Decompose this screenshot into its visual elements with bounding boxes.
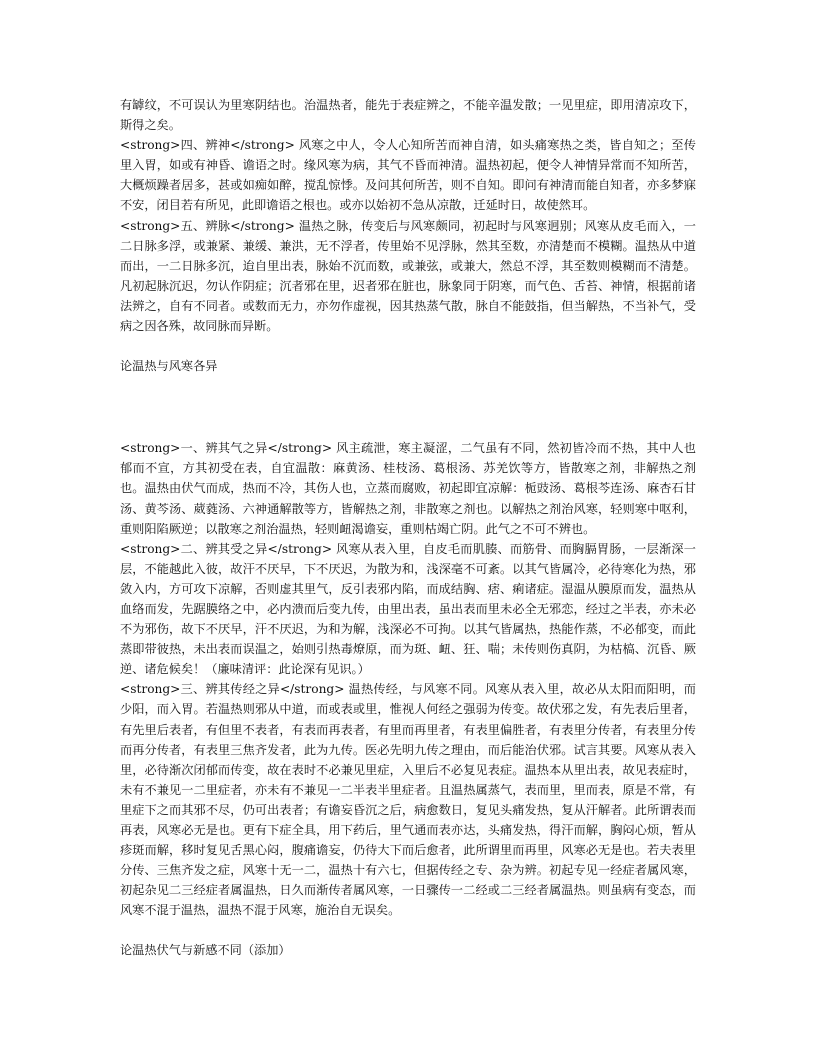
paragraph-distinguish-meridian-transmission: <strong>三、辨其传经之异</strong> 温热传经，与风寒不同。风寒从表入里，故必从太阳而阳明，而少阳，而入胃。若温热则邪从中道，而或表或里，惟视人何经之强弱为传变。故伏邪之发，有先表后里者，有先里后表者，有但里不表者，有表而再表者，有里而再里者，有表里偏胜者，有表里分传者，有表里分传而再分传者，有表里三焦齐发者，此为九传。医必先明九传之理由，而后能治伏邪。试言其要。风寒从表入里，必待渐次闭郁而传变，故在表时不必兼见里症，入里后不必复见表症。温热本从里出表，故见表症时，未有不兼见一二里症者，亦未有不兼见一二半表半里症者。且温热属蒸气，表而里，里而表，原是不常，有里症下之而其邪不尽，仍可出表者；有谵妄昏沉之后，病愈数日，复见头痛发热，复从汗解者。此所谓表而再表，风寒必无是也。更有下症全具，用下药后，里气通而表亦达，头痛发热，得汗而解，胸闷心烦，暂从疹斑而解，移时复见舌黑心闷，腹痛谵妄，仍待大下而后愈者，此所谓里而再里，风寒必无是也。若夫表里分传、三焦齐发之症，风寒十无一二，温热十有六七，但据传经之专、杂为辨。初起专见一经症者属风寒，初起杂见二三经症者属温热，日久而渐传者属风寒，一日骤传一二经或二三经者属温热。则虽病有变态，而风寒不混于温热，温热不混于风寒，施治自无误矣。 xyxy=(120,682,696,918)
paragraph-distinguish-reception: <strong>二、辨其受之异</strong> 风寒从表入里，自皮毛而肌腠、而筋骨、而胸膈胃肠，一层渐深一层，不能越此入彼，故汗不厌早，下不厌迟，为散为和，浅深毫不可紊。以其气皆属冷，必待寒化为热，邪敛入内，方可攻下凉解，否则虚其里气，反引表邪内陷，而成结胸、痞、痢诸症。湿温从膜原而发，温热从血络而发，先踞膜络之中，必内溃而后变九传，由里出表，虽出表而里未必全无邪恋，经过之半表，亦未必不为邪伤，故下不厌早，汗不厌迟，为和为解，浅深必不可拘。以其气皆属热，热能作蒸，不必郁变，而此蒸即带彼热，未出表而误温之，始则引热毒燎原，而为斑、衄、狂、喘；未传则伤真阴，为枯槁、沉昏、厥逆、诸危候矣！（廉味清评：此论深有见识。） xyxy=(120,541,696,677)
paragraph-distinguish-qi: <strong>一、辨其气之异</strong> 风主疏泄，寒主凝涩，二气虽有不同，然初皆冷而不热，其中人也郁而不宣，方其初受在表，自宜温散：麻黄汤、桂枝汤、葛根汤、苏羌饮等方，皆散寒之剂，非解热之剂也。温热由伏气而成，热而不冷，其伤人也，立蒸而腐败，初起即宜凉解：栀豉汤、葛根芩连汤、麻杏石甘汤、黄芩汤、葳蕤汤、六神通解散等方，皆解热之剂，非散寒之剂也。以解热之剂治风寒，轻则寒中呕利，重则阳陷厥逆；以散寒之剂治温热，轻则衄渴谵妄，重则枯竭亡阴。此气之不可不辨也。 xyxy=(120,441,696,536)
paragraph-distinguish-pulse: <strong>五、辨脉</strong> 温热之脉，传变后与风寒颇同，初起时与风寒迥别；风寒从皮毛而入，一二日脉多浮，或兼紧、兼缓、兼洪，无不浮者，传里始不见浮脉，然其至数，亦清楚而不模糊。温热从中道而出，一二日脉多沉，迨自里出表，脉始不沉而数，或兼弦，或兼大，然总不浮，其至数则模糊而不清楚。凡初起脉沉迟，勿认作阴症；沉者邪在里，迟者邪在脏也，脉象同于阴寒，而气色、舌苔、神情，根据前诸法辨之，自有不同者。或数而无力，亦勿作虚视，因其热蒸气散，脉自不能鼓指，但当解热，不当补气，受病之因各殊，故同脉而异断。 xyxy=(120,218,696,334)
spacer xyxy=(120,336,696,356)
paragraph-tongue-conclusion: 有罅纹，不可误认为里寒阴结也。治温热者，能先于表症辨之，不能辛温发散；一见里症，即用清凉攻下，斯得之矣。 xyxy=(120,98,696,133)
section-heading-latent-vs-new-contraction: 论温热伏气与新感不同（添加） xyxy=(120,943,291,958)
spacer xyxy=(120,376,696,438)
spacer xyxy=(120,920,696,940)
paragraph-distinguish-spirit: <strong>四、辨神</strong> 风寒之中人，令人心知所苦而神自清，如头痛寒热之类，皆自知之；至传里入胃，如或有神昏、谵语之时。缘风寒为病，其气不昏而神清。温热初起，便令人神情异常而不知所苦，大概烦躁者居多，甚或如痴如醉，搅乱惊悸。及问其何所苦，则不自知。即问有神清而能自知者，亦多梦寐不安，闭目若有所见，此即谵语之根也。或亦以始初不急从凉散，迁延时日，故使然耳。 xyxy=(120,138,696,213)
section-heading-warm-heat-vs-wind-cold: 论温热与风寒各异 xyxy=(120,359,218,374)
document-page xyxy=(120,95,696,961)
